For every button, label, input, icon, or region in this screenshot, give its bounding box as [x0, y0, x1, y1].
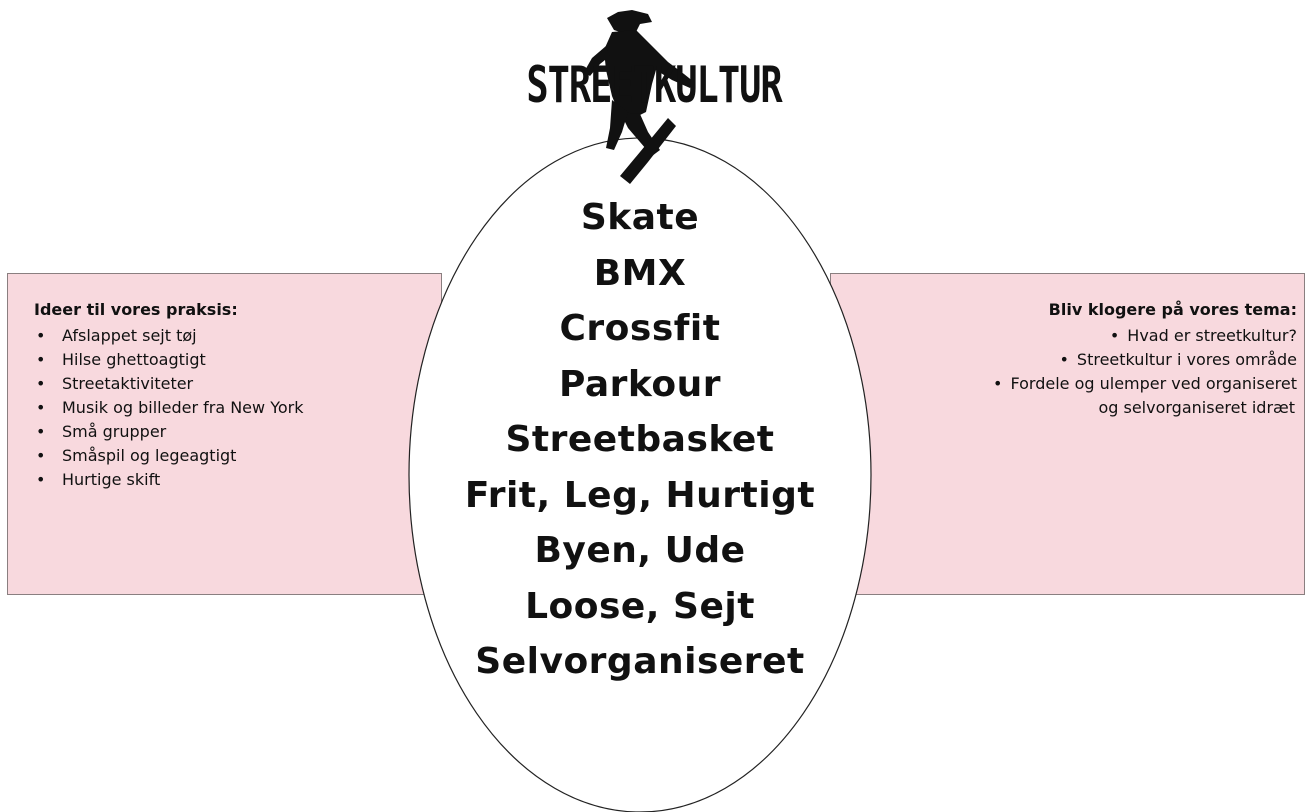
- center-word: Selvorganiseret: [475, 641, 805, 682]
- list-item: • Hilse ghettoagtigt: [34, 348, 394, 372]
- list-item: • Småspil og legeagtigt: [34, 444, 394, 468]
- learn-more-heading: Bliv klogere på vores tema:: [1048, 300, 1297, 319]
- list-item-text: Hvad er streetkultur?: [1127, 326, 1297, 345]
- bullet-icon: •: [993, 374, 1003, 393]
- center-word: Crossfit: [559, 308, 721, 349]
- center-word: Frit, Leg, Hurtigt: [464, 474, 816, 516]
- center-word: Byen, Ude: [534, 530, 746, 571]
- list-item-continuation: og selvorganiseret idræt: [1098, 398, 1295, 417]
- center-word: Loose, Sejt: [525, 585, 755, 627]
- center-word: BMX: [593, 252, 687, 294]
- center-word: Skate: [580, 197, 700, 238]
- center-word: Parkour: [558, 363, 722, 405]
- center-word-list: [440, 190, 840, 690]
- list-item: • Små grupper: [34, 420, 394, 444]
- bullet-icon: •: [1109, 326, 1120, 345]
- list-item: • Afslappet sejt tøj: [34, 324, 394, 348]
- center-word: Streetbasket: [505, 419, 775, 460]
- list-item: • Streetaktiviteter: [34, 372, 394, 396]
- list-item: • Hurtige skift: [34, 468, 394, 492]
- list-item-text: Streetkultur i vores område: [1076, 350, 1297, 369]
- practice-ideas-heading: Ideer til vores praksis:: [34, 300, 238, 319]
- bullet-icon: •: [1059, 350, 1069, 369]
- list-item: • Musik og billeder fra New York: [34, 396, 394, 420]
- streetkultur-title-logo: STREETKULTUR: [526, 56, 782, 115]
- list-item-text: Fordele og ulemper ved organiseret: [1010, 374, 1297, 393]
